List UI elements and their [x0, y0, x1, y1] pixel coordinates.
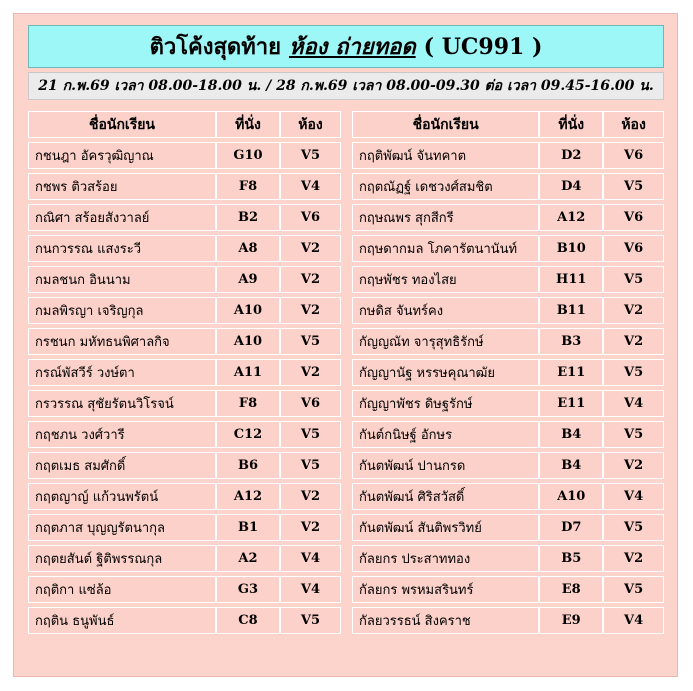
room-cell: V6: [279, 204, 341, 231]
table-row: [28, 607, 341, 634]
seat-cell: B4: [538, 452, 602, 479]
table-row: [28, 576, 341, 603]
student-name: กฤษณพร สุกสีกรี: [352, 204, 538, 231]
table-row: [28, 483, 341, 510]
seat-cell: A2: [215, 545, 279, 572]
roster-panel: [13, 13, 678, 677]
header-seat: ที่นั่ง: [215, 111, 279, 138]
header-name: ชื่อนักเรียน: [28, 111, 215, 138]
student-name: กฤตภาส บุญญรัตนากุล: [28, 514, 215, 541]
student-name: กฤตณัฏฐ์ เดชวงศ์สมชิต: [352, 173, 538, 200]
title-code: ( UC991 ): [423, 33, 543, 60]
seat-cell: G3: [215, 576, 279, 603]
table-row: [352, 297, 664, 324]
table-row: [352, 390, 664, 417]
room-cell: V2: [279, 483, 341, 510]
room-cell: V5: [602, 514, 664, 541]
header-room: ห้อง: [602, 111, 664, 138]
table-row: [28, 514, 341, 541]
table-row: [352, 545, 664, 572]
seat-cell: A12: [538, 204, 602, 231]
student-name: กฤตญาญ์ แก้วนพรัตน์: [28, 483, 215, 510]
seat-cell: A10: [215, 328, 279, 355]
student-name: กันตพัฒน์ สันติพรวิทย์: [352, 514, 538, 541]
room-cell: V5: [602, 576, 664, 603]
header-seat: ที่นั่ง: [538, 111, 602, 138]
student-name: กษดิส จันทร์คง: [352, 297, 538, 324]
seat-cell: D2: [538, 142, 602, 169]
student-name: กฤติน ธนูพันธ์: [28, 607, 215, 634]
table-row: [28, 142, 341, 169]
seat-cell: C12: [215, 421, 279, 448]
student-name: กรวรรณ สุชัยรัตนวิโรจน์: [28, 390, 215, 417]
student-name: กชพร ติวสร้อย: [28, 173, 215, 200]
seat-cell: F8: [215, 390, 279, 417]
seat-cell: A8: [215, 235, 279, 262]
seat-cell: A12: [215, 483, 279, 510]
header-name: ชื่อนักเรียน: [352, 111, 538, 138]
table-row: [28, 421, 341, 448]
student-name: กรณ์พัสวีร์ วงษ์ตา: [28, 359, 215, 386]
table-row: [352, 266, 664, 293]
seat-cell: F8: [215, 173, 279, 200]
student-name: กันต์กนิษฐ์ อักษร: [352, 421, 538, 448]
table-row: [28, 359, 341, 386]
room-cell: V5: [279, 452, 341, 479]
room-cell: V5: [279, 142, 341, 169]
seat-cell: B2: [215, 204, 279, 231]
room-cell: V4: [602, 390, 664, 417]
table-header-row: [352, 111, 664, 138]
table-header-row: [28, 111, 341, 138]
seat-cell: D4: [538, 173, 602, 200]
table-row: [28, 235, 341, 262]
student-name: กฤตยสันต์ ฐิติพรรณกุล: [28, 545, 215, 572]
student-name: กัลยวรรธน์ สิงคราช: [352, 607, 538, 634]
student-name: กมลชนก อินนาม: [28, 266, 215, 293]
room-cell: V2: [602, 328, 664, 355]
table-row: [352, 452, 664, 479]
seat-cell: B3: [538, 328, 602, 355]
student-name: กันตพัฒน์ ปานกรด: [352, 452, 538, 479]
table-row: [352, 576, 664, 603]
student-name: กนกวรรณ แสงระวี: [28, 235, 215, 262]
seat-cell: A11: [215, 359, 279, 386]
table-row: [28, 452, 341, 479]
room-cell: V2: [279, 297, 341, 324]
student-name: กัลยกร ประสาททอง: [352, 545, 538, 572]
student-name: กฤติกา แซ่ล้อ: [28, 576, 215, 603]
student-name: กรชนก มหัทธนพิศาลกิจ: [28, 328, 215, 355]
student-name: กัลยกร พรหมสรินทร์: [352, 576, 538, 603]
room-cell: V2: [279, 359, 341, 386]
room-cell: V4: [279, 576, 341, 603]
room-cell: V4: [279, 173, 341, 200]
student-name: กฤติพัฒน์ จันทคาต: [352, 142, 538, 169]
room-cell: V2: [279, 266, 341, 293]
seat-cell: A9: [215, 266, 279, 293]
table-row: [28, 297, 341, 324]
student-name: กัญญาพัชร ดิษฐรักษ์: [352, 390, 538, 417]
student-table-right: [352, 107, 664, 638]
student-name: กมลพิรญา เจริญกุล: [28, 297, 215, 324]
room-cell: V2: [602, 452, 664, 479]
seat-cell: A10: [215, 297, 279, 324]
seat-cell: D7: [538, 514, 602, 541]
room-cell: V6: [602, 204, 664, 231]
seat-cell: C8: [215, 607, 279, 634]
seat-cell: B6: [215, 452, 279, 479]
student-name: กัญญณัท จารุสุทธิรักษ์: [352, 328, 538, 355]
table-row: [28, 390, 341, 417]
title-room: ห้อง ถ่ายทอด: [288, 34, 416, 60]
header-room: ห้อง: [279, 111, 341, 138]
room-cell: V5: [602, 421, 664, 448]
table-row: [352, 359, 664, 386]
room-cell: V5: [279, 607, 341, 634]
room-cell: V5: [279, 328, 341, 355]
schedule-subtitle: 21 ก.พ.69 เวลา 08.00-18.00 น. / 28 ก.พ.69 เวลา 08.00-09.30 ต่อ เวลา 09.45-16.00 น.: [28, 72, 664, 100]
seat-cell: A10: [538, 483, 602, 510]
table-row: [352, 328, 664, 355]
student-name: กฤษพัชร ทองไสย: [352, 266, 538, 293]
table-row: [28, 266, 341, 293]
room-cell: V2: [602, 297, 664, 324]
table-row: [352, 235, 664, 262]
seat-cell: B4: [538, 421, 602, 448]
room-cell: V5: [602, 173, 664, 200]
table-row: [28, 328, 341, 355]
seat-cell: E9: [538, 607, 602, 634]
table-row: [352, 173, 664, 200]
room-cell: V6: [602, 142, 664, 169]
table-row: [352, 204, 664, 231]
room-cell: V6: [602, 235, 664, 262]
room-cell: V4: [279, 545, 341, 572]
title-prefix: ติวโค้งสุดท้าย: [149, 34, 281, 60]
room-cell: V2: [602, 545, 664, 572]
table-row: [28, 204, 341, 231]
room-cell: V5: [279, 421, 341, 448]
seat-cell: E11: [538, 390, 602, 417]
seat-cell: B1: [215, 514, 279, 541]
room-cell: V4: [602, 607, 664, 634]
table-row: [28, 545, 341, 572]
seat-cell: G10: [215, 142, 279, 169]
student-name: กฤตเมธ สมศักดิ์: [28, 452, 215, 479]
seat-cell: B10: [538, 235, 602, 262]
room-cell: V2: [279, 235, 341, 262]
student-name: กชนฎา อัครวุฒิญาณ: [28, 142, 215, 169]
table-row: [352, 607, 664, 634]
table-row: [352, 421, 664, 448]
table-row: [352, 483, 664, 510]
table-row: [352, 514, 664, 541]
seat-cell: B5: [538, 545, 602, 572]
seat-cell: H11: [538, 266, 602, 293]
student-name: กัญญานัฐ หรรษคุณาฒัย: [352, 359, 538, 386]
room-cell: V5: [602, 359, 664, 386]
student-name: กฤชภน วงศ์วารี: [28, 421, 215, 448]
student-table-left: [28, 107, 341, 638]
room-cell: V5: [602, 266, 664, 293]
student-name: กฤษดากมล โภคารัตนานันท์: [352, 235, 538, 262]
seat-cell: E11: [538, 359, 602, 386]
room-cell: V2: [279, 514, 341, 541]
table-row: [352, 142, 664, 169]
room-cell: V6: [279, 390, 341, 417]
table-row: [28, 173, 341, 200]
page-title: [28, 25, 664, 68]
seat-cell: B11: [538, 297, 602, 324]
student-name: กันตพัฒน์ ศิริสวัสดิ์: [352, 483, 538, 510]
room-cell: V4: [602, 483, 664, 510]
student-name: กณิศา สร้อยสังวาลย์: [28, 204, 215, 231]
seat-cell: E8: [538, 576, 602, 603]
